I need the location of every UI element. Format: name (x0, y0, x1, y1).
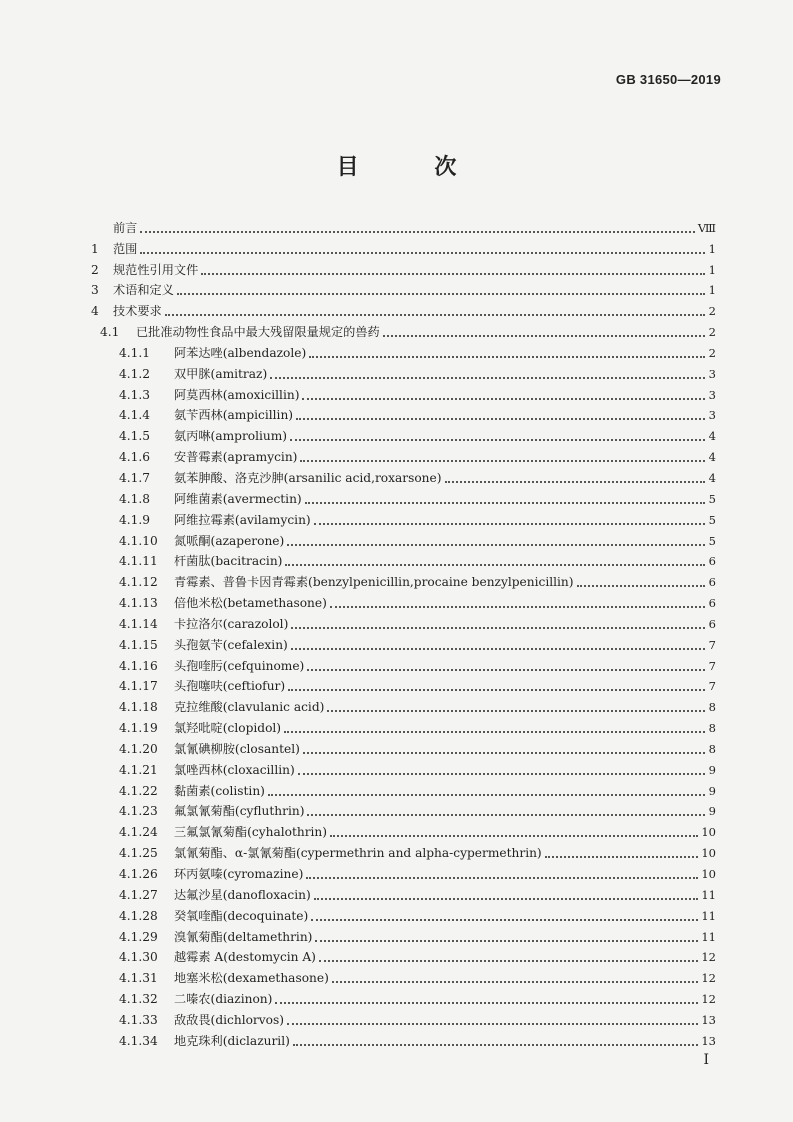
dot-leader (268, 794, 705, 796)
toc-entry[interactable] (91, 319, 716, 340)
toc-entry-title: 三氟氯氰菊酯(cyhalothrin) (174, 825, 328, 840)
toc-entry-number: 4.1.9 (119, 512, 151, 527)
toc-entry[interactable] (91, 528, 716, 549)
toc-entry[interactable] (91, 257, 716, 278)
dot-leader (291, 627, 705, 629)
toc-entry-page: 8 (708, 700, 716, 715)
toc-entry-number: 4.1.21 (119, 762, 158, 777)
toc-entry[interactable] (91, 465, 716, 486)
toc-entry-title: 卡拉洛尔(carazolol) (174, 616, 289, 631)
toc-entry-title: 地克珠利(diclazuril) (174, 1033, 290, 1048)
dot-leader (306, 877, 698, 879)
toc-entry-number: 4.1.18 (119, 700, 158, 715)
dot-leader (305, 502, 705, 504)
toc-entry-page: 4 (708, 450, 716, 465)
toc-entry-title: 氟氯氰菊酯(cyfluthrin) (174, 804, 305, 819)
toc-entry-title: 阿维拉霉素(avilamycin) (174, 512, 311, 527)
toc-entry-page: Ⅷ (697, 220, 716, 235)
dot-leader (302, 398, 705, 400)
dot-leader (287, 544, 705, 546)
toc-entry-title: 达氟沙星(danofloxacin) (174, 887, 311, 902)
dot-leader (288, 689, 705, 691)
toc-entry-title: 头孢喹肟(cefquinome) (174, 658, 305, 673)
toc-entry-number: 4.1.17 (119, 679, 158, 694)
toc-entry-page: 2 (708, 325, 716, 340)
dot-leader (311, 919, 698, 921)
dot-leader (309, 356, 705, 358)
toc-entry-number: 4.1.6 (119, 450, 151, 465)
toc-entry-page: 11 (701, 929, 716, 944)
toc-entry[interactable] (91, 715, 716, 736)
toc-entry-page: 1 (708, 262, 716, 277)
dot-leader (270, 377, 705, 379)
toc-entry-title: 氨丙啉(amprolium) (174, 429, 288, 444)
toc-entry-page: 1 (708, 283, 716, 298)
toc-entry-title: 克拉维酸(clavulanic acid) (174, 700, 325, 715)
toc-entry-title: 杆菌肽(bacitracin) (174, 554, 283, 569)
toc-entry-title: 黏菌素(colistin) (174, 783, 265, 798)
toc-entry-number: 4.1.7 (119, 470, 151, 485)
toc-entry-page: 7 (708, 658, 716, 673)
toc-entry-title: 已批准动物性食品中最大残留限量规定的兽药 (136, 325, 380, 340)
dot-leader (284, 731, 705, 733)
toc-entry[interactable] (91, 549, 716, 570)
toc-entry[interactable] (91, 278, 716, 299)
toc-entry[interactable] (91, 736, 716, 757)
toc-entry-title: 二嗪农(diazinon) (174, 992, 273, 1007)
toc-entry-title: 氮哌酮(azaperone) (174, 533, 285, 548)
toc-entry-page: 8 (708, 741, 716, 756)
toc-entry-title: 技术要求 (113, 304, 162, 319)
toc-entry-page: 6 (708, 575, 716, 590)
toc-entry[interactable] (91, 924, 716, 945)
toc-entry-title: 越霉素 A(destomycin A) (174, 950, 316, 965)
toc-entry[interactable] (91, 674, 716, 695)
toc-entry-page: 12 (701, 971, 716, 986)
toc-entry-page: 10 (701, 867, 716, 881)
dot-leader (293, 1044, 699, 1046)
toc-entry-title: 头孢氨苄(cefalexin) (174, 637, 288, 652)
toc-entry-number: 4.1.30 (119, 950, 158, 965)
page-title: 目 次 (336, 154, 491, 180)
toc-entry-number: 4.1.25 (119, 846, 158, 861)
toc-entry-number: 4.1.33 (119, 1012, 158, 1027)
toc-entry-page: 5 (708, 512, 716, 527)
dot-leader (314, 523, 705, 525)
toc-entry-number: 4.1.22 (119, 783, 158, 798)
toc-entry[interactable] (91, 757, 716, 778)
toc-entry[interactable] (91, 382, 716, 403)
toc-entry[interactable] (91, 694, 716, 715)
toc-entry-title: 氯氰碘柳胺(closantel) (174, 741, 300, 756)
toc-entry-page: 10 (701, 825, 716, 840)
dot-leader (545, 856, 699, 858)
toc-entry-page: 12 (701, 992, 716, 1007)
toc-entry-page: 13 (701, 1012, 716, 1027)
dot-leader (291, 648, 705, 650)
dot-leader (201, 273, 705, 275)
toc-entry-page: 8 (708, 721, 716, 736)
toc-entry-title: 氯氰菊酯、α-氯氰菊酯(cypermethrin and alpha-cypermethrin) (174, 846, 542, 861)
toc-entry-page: 4 (708, 429, 716, 444)
toc-entry[interactable] (91, 590, 716, 611)
toc-entry-title: 环丙氨嗪(cyromazine) (174, 867, 304, 881)
toc-entry-number: 4.1.16 (119, 658, 158, 673)
page-folio: I (703, 1052, 709, 1068)
dot-leader (577, 585, 705, 587)
toc-entry-number: 4.1.5 (119, 429, 151, 444)
toc-entry[interactable] (91, 1007, 716, 1028)
toc-entry-page: 2 (708, 304, 716, 319)
toc-entry[interactable] (91, 903, 716, 924)
toc-entry-title: 地塞米松(dexamethasone) (174, 971, 329, 986)
toc-entry-page: 6 (708, 554, 716, 569)
toc-entry-title: 敌敌畏(dichlorvos) (174, 1012, 284, 1027)
toc-entry-number: 4.1.12 (119, 575, 158, 590)
toc-entry[interactable] (91, 986, 716, 1007)
dot-leader (303, 752, 705, 754)
toc-entry-title: 氯羟吡啶(clopidol) (174, 721, 282, 736)
toc-entry-title: 癸氧喹酯(decoquinate) (174, 908, 309, 923)
toc-entry[interactable] (91, 444, 716, 465)
toc-entry-number: 4.1.8 (119, 491, 151, 506)
toc-entry-page: 7 (708, 679, 716, 694)
toc-entry-page: 10 (701, 846, 716, 861)
dot-leader (383, 335, 705, 337)
toc-entry-page: 2 (708, 345, 716, 360)
toc-entry-title: 阿莫西林(amoxicillin) (174, 387, 300, 402)
toc-entry-page: 12 (701, 950, 716, 965)
toc-entry-number: 4.1.26 (119, 867, 158, 881)
toc-entry-number: 4.1.1 (119, 345, 151, 360)
toc-entry[interactable] (91, 882, 716, 903)
toc-entry[interactable] (91, 840, 716, 861)
toc-entry[interactable] (91, 819, 716, 840)
toc-entry[interactable] (91, 945, 716, 966)
toc-entry-page: 13 (701, 1033, 716, 1048)
toc-entry-title: 溴氰菊酯(deltamethrin) (174, 929, 313, 944)
dot-leader (290, 439, 705, 441)
toc-entry[interactable] (91, 799, 716, 820)
toc-entry-number: 4.1.28 (119, 908, 158, 923)
toc-entry-page: 7 (708, 637, 716, 652)
toc-entry-page: 3 (708, 387, 716, 402)
toc-entry-number: 4.1.3 (119, 387, 151, 402)
toc-entry-number: 4.1.34 (119, 1033, 158, 1048)
toc-entry-title: 术语和定义 (113, 283, 174, 298)
toc-entry-page: 9 (708, 783, 716, 798)
toc-entry-page: 5 (708, 491, 716, 506)
toc-entry-page: 3 (708, 408, 716, 423)
toc-entry[interactable] (91, 965, 716, 986)
toc-entry-number: 4.1.31 (119, 971, 158, 986)
toc-entry[interactable] (91, 861, 716, 882)
toc-entry-number: 4.1.15 (119, 637, 158, 652)
toc-entry-title: 氨苄西林(ampicillin) (174, 408, 294, 423)
toc-entry-title: 氨苯胂酸、洛克沙胂(arsanilic acid,roxarsone) (174, 470, 442, 485)
toc-entry-number: 4.1.13 (119, 596, 158, 611)
standard-code: GB 31650—2019 (615, 72, 721, 87)
dot-leader (298, 773, 705, 775)
toc-entry-page: 3 (708, 366, 716, 381)
toc-entry-number: 2 (91, 262, 99, 277)
dot-leader (330, 606, 705, 608)
toc-entry-number: 3 (91, 283, 99, 298)
toc-entry-number: 4.1.24 (119, 825, 158, 840)
toc-entry-page: 11 (701, 887, 716, 902)
dot-leader (165, 314, 705, 316)
table-of-contents (91, 215, 716, 1049)
toc-entry-page: 1 (708, 241, 716, 256)
toc-entry-page: 11 (701, 908, 716, 923)
dot-leader (300, 460, 705, 462)
toc-entry-number: 4.1.14 (119, 616, 158, 631)
dot-leader (287, 1023, 698, 1025)
toc-entry[interactable] (91, 778, 716, 799)
dot-leader (177, 293, 705, 295)
dot-leader (319, 960, 698, 962)
toc-entry[interactable] (91, 1028, 716, 1049)
toc-entry[interactable] (91, 632, 716, 653)
dot-leader (296, 418, 705, 420)
toc-entry-title: 双甲脒(amitraz) (174, 366, 268, 381)
dot-leader (140, 231, 695, 233)
dot-leader (332, 981, 699, 983)
toc-entry-number: 4 (91, 304, 99, 319)
toc-entry-title: 阿维菌素(avermectin) (174, 491, 302, 506)
dot-leader (445, 481, 705, 483)
toc-entry-title: 青霉素、普鲁卡因青霉素(benzylpenicillin,procaine benzylpenicillin) (174, 575, 574, 590)
dot-leader (327, 710, 705, 712)
toc-entry[interactable] (91, 569, 716, 590)
toc-entry-title: 安普霉素(apramycin) (174, 450, 298, 465)
toc-entry[interactable] (91, 486, 716, 507)
toc-entry-page: 6 (708, 596, 716, 611)
toc-entry-page: 9 (708, 762, 716, 777)
toc-entry-page: 4 (708, 470, 716, 485)
toc-entry[interactable] (91, 361, 716, 382)
dot-leader (315, 940, 698, 942)
toc-entry-number: 4.1.4 (119, 408, 151, 423)
dot-leader (140, 252, 705, 254)
toc-entry-title: 头孢噻呋(ceftiofur) (174, 679, 286, 694)
dot-leader (307, 814, 705, 816)
toc-entry-page: 5 (708, 533, 716, 548)
dot-leader (330, 835, 698, 837)
toc-entry-number: 4.1.10 (119, 533, 158, 548)
toc-entry[interactable] (91, 215, 716, 236)
toc-entry-number: 4.1.20 (119, 741, 158, 756)
toc-entry[interactable] (91, 298, 716, 319)
toc-entry[interactable] (91, 507, 716, 528)
toc-entry-title: 前言 (113, 220, 138, 235)
toc-entry-number: 4.1.29 (119, 929, 158, 944)
toc-entry-number: 4.1 (100, 325, 120, 340)
toc-entry-title: 氯唑西林(cloxacillin) (174, 762, 295, 777)
toc-entry-title: 阿苯达唑(albendazole) (174, 345, 307, 360)
toc-entry-title: 规范性引用文件 (113, 262, 199, 277)
dot-leader (275, 1002, 698, 1004)
toc-entry[interactable] (91, 340, 716, 361)
toc-entry-title: 倍他米松(betamethasone) (174, 596, 327, 611)
toc-entry-title: 范围 (113, 241, 138, 256)
toc-entry-page: 6 (708, 616, 716, 631)
dot-leader (314, 898, 699, 900)
toc-entry-number: 4.1.2 (119, 366, 151, 381)
toc-entry-number: 4.1.27 (119, 887, 158, 902)
toc-entry-number: 4.1.11 (119, 554, 158, 569)
toc-entry[interactable] (91, 653, 716, 674)
toc-entry-number: 1 (91, 241, 99, 256)
toc-entry[interactable] (91, 423, 716, 444)
toc-entry-page: 9 (708, 804, 716, 819)
toc-entry[interactable] (91, 403, 716, 424)
toc-entry-number: 4.1.23 (119, 804, 158, 819)
toc-entry[interactable] (91, 236, 716, 257)
toc-entry-number: 4.1.32 (119, 992, 158, 1007)
dot-leader (307, 669, 705, 671)
toc-entry-number: 4.1.19 (119, 721, 158, 736)
toc-entry[interactable] (91, 611, 716, 632)
dot-leader (285, 564, 705, 566)
